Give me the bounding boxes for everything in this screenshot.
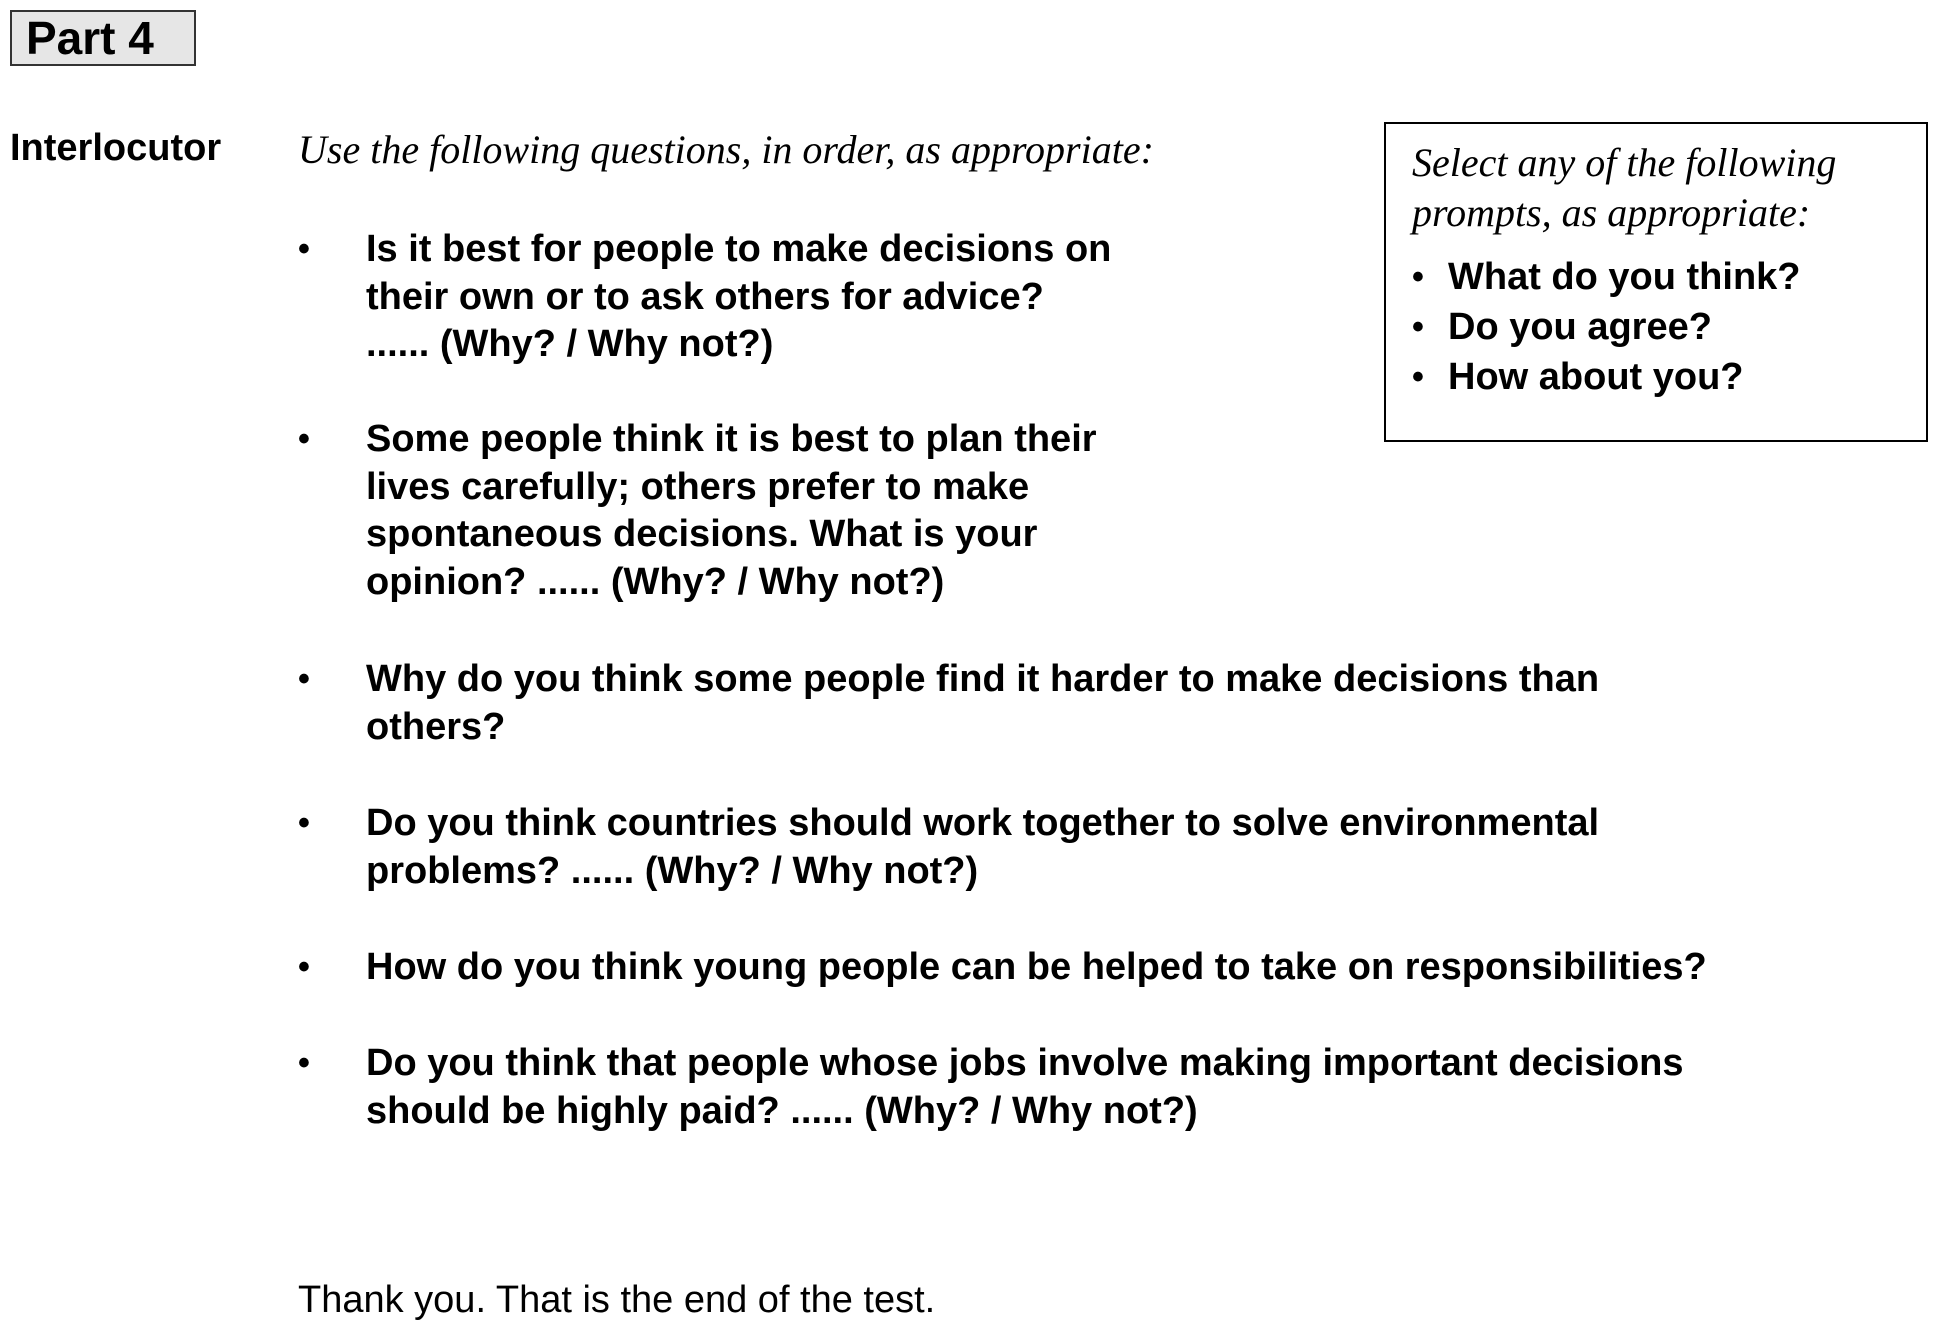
bullet-icon: • <box>1412 358 1424 396</box>
question-item <box>298 800 1918 895</box>
prompt-text: How about you? <box>1448 356 1744 398</box>
closing-text: Thank you. That is the end of the test. <box>298 1279 936 1321</box>
question-text: Do you think countries should work together to solve environmental problems? ...... (Why? / Why not?) <box>366 802 1600 892</box>
bullet-icon: • <box>298 1044 310 1082</box>
part-label: Part 4 <box>10 10 196 66</box>
question-text: Some people think it is best to plan their lives carefully; others prefer to make spontaneous decisions. What is your opinion? ...... (Why? / Why not?) <box>366 418 1097 603</box>
prompt-item <box>1412 252 1926 302</box>
instruction-text: Use the following questions, in order, as appropriate: <box>298 127 1154 172</box>
bullet-icon: • <box>298 948 310 986</box>
bullet-icon: • <box>298 420 310 458</box>
bullet-icon: • <box>1412 258 1424 296</box>
bullet-icon: • <box>298 230 310 268</box>
role-label: Interlocutor <box>10 127 222 169</box>
question-item <box>298 656 1918 751</box>
prompt-heading: Select any of the following prompts, as appropriate: <box>1412 140 1837 235</box>
question-text: Do you think that people whose jobs involve making important decisions should be highly paid? ...... (Why? / Why not?) <box>366 1042 1684 1132</box>
prompt-text: Do you agree? <box>1448 306 1712 348</box>
question-text: How do you think young people can be helped to take on responsibilities? <box>366 946 1707 988</box>
bullet-icon: • <box>1412 308 1424 346</box>
question-item <box>298 226 1298 369</box>
question-item <box>298 416 1298 606</box>
prompt-box <box>1384 122 1928 442</box>
question-item <box>298 944 1918 992</box>
prompt-item <box>1412 302 1926 352</box>
question-item <box>298 1040 1918 1135</box>
prompt-text: What do you think? <box>1448 256 1801 298</box>
bullet-icon: • <box>298 804 310 842</box>
question-text: Why do you think some people find it harder to make decisions than others? <box>366 658 1600 748</box>
prompt-list <box>1412 252 1926 402</box>
question-text: Is it best for people to make decisions on their own or to ask others for advice? ...... (Why? / Why not?) <box>366 228 1112 365</box>
prompt-item <box>1412 352 1926 402</box>
bullet-icon: • <box>298 660 310 698</box>
